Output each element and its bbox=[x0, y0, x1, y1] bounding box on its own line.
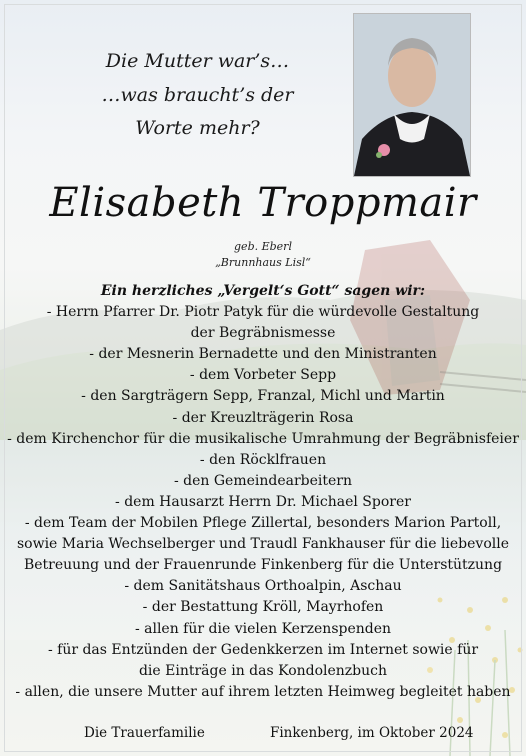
thanks-heading: Ein herzliches „Vergelt‘s Gott“ sagen wir: bbox=[100, 283, 426, 299]
thanks-list bbox=[0, 281, 526, 703]
thanks-line: - allen, die unsere Mutter auf ihrem letzten Heimweg begleitet haben bbox=[15, 683, 511, 700]
thanks-line: die Einträge in das Kondolenzbuch bbox=[138, 662, 388, 679]
thanks-line: Betreuung und der Frauenrunde Finkenberg für die Unterstützung bbox=[23, 557, 503, 574]
maiden-name: geb. Eberl bbox=[234, 240, 292, 253]
thanks-line: - dem Vorbeter Sepp bbox=[189, 367, 337, 384]
thanks-line: - der Kreuzlträgerin Rosa bbox=[172, 409, 354, 426]
quote-line-1: Die Mutter war’s… bbox=[105, 50, 290, 72]
thanks-line: - dem Hausarzt Herrn Dr. Michael Sporer bbox=[115, 493, 411, 510]
thanks-line: - allen für die vielen Kerzenspenden bbox=[134, 620, 392, 637]
thanks-line: - für das Entzünden der Gedenkkerzen im Internet sowie für bbox=[47, 641, 479, 658]
thanks-line: - der Mesnerin Bernadette und den Ministranten bbox=[89, 346, 437, 363]
thanks-line: - den Röcklfrauen bbox=[199, 451, 327, 468]
footer-family: Die Trauerfamilie bbox=[84, 725, 205, 741]
thanks-line: - Herrn Pfarrer Dr. Piotr Patyk für die würdevolle Gestaltung bbox=[46, 304, 480, 321]
deceased-name: Elisabeth Troppmair bbox=[49, 180, 477, 226]
thanks-line: - dem Kirchenchor für die musikalische Umrahmung der Begräbnisfeier bbox=[7, 430, 519, 447]
thanks-line: der Begräbnismesse bbox=[190, 325, 336, 342]
quote-line-2: …was braucht’s der bbox=[101, 84, 294, 106]
quote-line-3: Worte mehr? bbox=[135, 117, 260, 139]
footer-place-date: Finkenberg, im Oktober 2024 bbox=[270, 725, 474, 741]
house-name: „Brunnhaus Lisl“ bbox=[215, 256, 311, 269]
thanks-line: - den Sargträgern Sepp, Franzal, Michl und Martin bbox=[81, 388, 445, 405]
thanks-line: - dem Sanitätshaus Orthoalpin, Aschau bbox=[124, 578, 402, 595]
thanks-line: - der Bestattung Kröll, Mayrhofen bbox=[142, 599, 384, 616]
thanks-line: sowie Maria Wechselberger und Traudl Fankhauser für die liebevolle bbox=[16, 536, 510, 553]
thanks-line: - den Gemeindearbeitern bbox=[173, 472, 353, 489]
thanks-line: - dem Team der Mobilen Pflege Zillertal, besonders Marion Partoll, bbox=[24, 515, 502, 532]
